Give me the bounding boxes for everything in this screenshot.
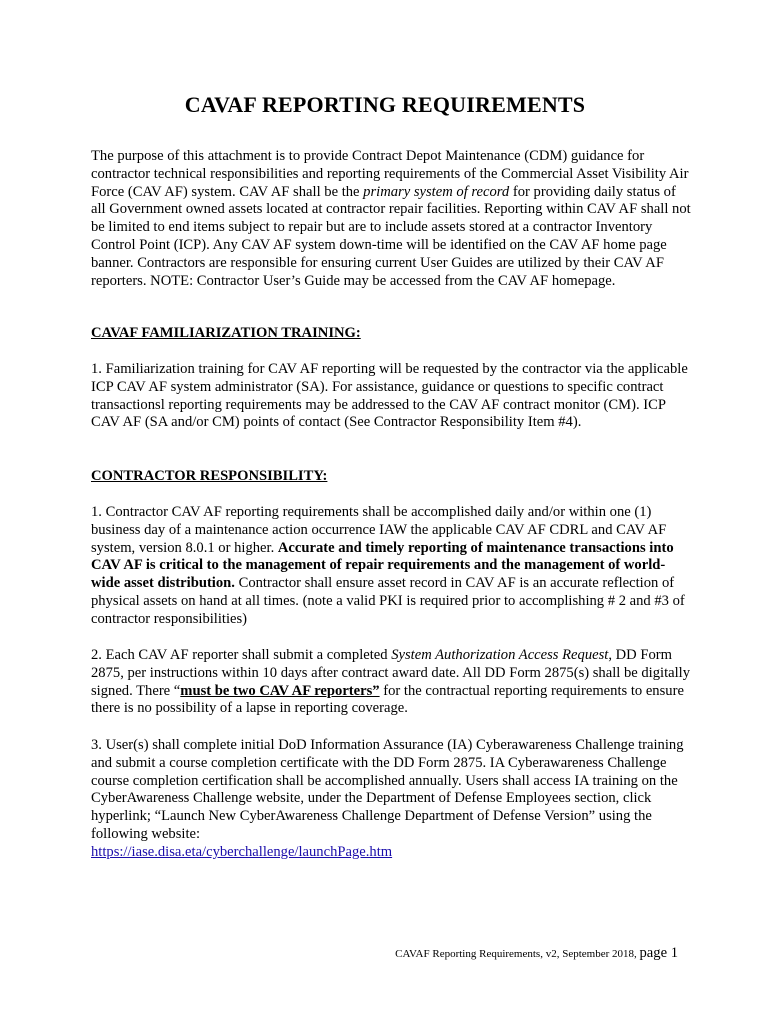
item2-text-2: , DD Form 2875, per instructions within 10 days after contract award date. All DD Form 2875(s) shall be digitally signed. There “ — [91, 647, 691, 699]
responsibility-heading: CONTRACTOR RESPONSIBILITY: — [91, 468, 328, 484]
item3-text: 3. User(s) shall complete initial DoD Information Assurance (IA) Cyberawareness Challenge training and submit a course completion certificate with the DD Form 2875. IA Cyberawareness Challenge course completion certification shall be accomplished annually. Users shall access IA training on the CyberAwareness Challenge website, under the Department of Defense Employees section, click hyperlink; “Launch New CyberAwareness Challenge Department of Defense Version” using the following website: — [91, 737, 684, 842]
item2-text-1: 2. Each CAV AF reporter shall submit a completed — [91, 647, 392, 663]
familiarization-item-1: 1. Familiarization training for CAV AF reporting will be requested by the contractor via the applicable ICP CAV AF system administrator (SA). For assistance, guidance or questions to specific contract transactionsl reporting requirements may be addressed to the CAV AF contract monitor (CM). ICP CAV AF (SA and/or CM) points of contact (See Contractor Responsibility Item #4). — [91, 361, 688, 431]
familiarization-heading: CAVAF FAMILIARIZATION TRAINING: — [91, 325, 361, 341]
item1-text-2: Contractor shall ensure asset record in CAV AF is an accurate reflection of physical assets on hand at all times. (note a valid PKI is required prior to accomplishing # 2 and #3 of contractor responsibilities) — [91, 575, 685, 627]
footer-text: CAVAF Reporting Requirements, v2, September 2018, — [395, 948, 640, 960]
responsibility-item-3 — [91, 737, 691, 862]
intro-text-1: The purpose of this attachment is to provide Contract Depot Maintenance (CDM) guidance for contractor technical responsibilities and reporting requirements of the Commercial Asset Visibility Air Force (CAV AF) system. CAV AF shall be the — [91, 148, 689, 200]
intro-emphasis: primary system of record — [363, 183, 510, 200]
item1-bold: Accurate and timely reporting of maintenance transactions into CAV AF is critical to the management of repair requirements and the management of world-wide asset distribution. — [91, 539, 674, 592]
cyberchallenge-link[interactable]: https://iase.disa.eta/cyberchallenge/launchPage.htm — [91, 843, 393, 860]
item2-bold-underline: must be two CAV AF reporters” — [180, 682, 380, 699]
item1-text-1: 1. Contractor CAV AF reporting requirements shall be accomplished daily and/or within one (1) business day of a maintenance action occurrence IAW the applicable CAV AF CDRL and CAV AF system, version 8.0.1 or higher. — [91, 504, 667, 556]
page-footer — [395, 945, 678, 962]
page-number: page 1 — [639, 945, 678, 961]
responsibility-item-1 — [91, 504, 691, 629]
item2-text-3: for the contractual reporting requirements to ensure there is no possibility of a lapse in reporting coverage. — [91, 682, 684, 717]
item2-emphasis: System Authorization Access Request — [391, 647, 609, 663]
responsibility-item-2 — [91, 647, 691, 718]
intro-text-2: for providing daily status of all Government owned assets located at contractor repair facilities. Reporting within CAV AF shall not be limited to end items subject to repair but are to include assets stored at a contractor Inventory Control Point (ICP). Any CAV AF system down-time will be identified on the CAV AF home page banner. Contractors are responsible for ensuring current User Guides are utilized by their CAV AF reporters. NOTE: Contractor User’s Guide may be accessed from the CAV AF homepage. — [91, 183, 691, 289]
intro-paragraph — [91, 148, 691, 290]
page-title: CAVAF REPORTING REQUIREMENTS — [184, 92, 586, 117]
